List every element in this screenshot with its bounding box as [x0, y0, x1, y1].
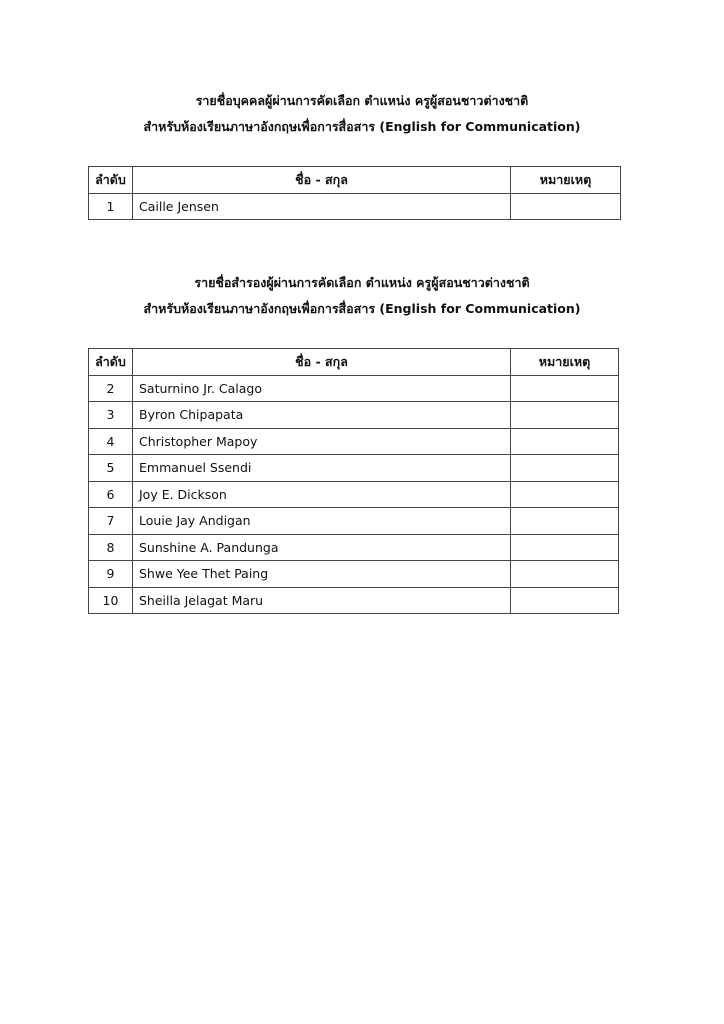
column-header-name: ชื่อ - สกุล [133, 167, 511, 194]
row-remark [511, 402, 619, 429]
table-row [89, 534, 619, 561]
table-row [89, 508, 619, 535]
selected-candidates-table [88, 166, 621, 220]
row-number: 5 [89, 455, 133, 482]
row-remark [511, 587, 619, 614]
column-header-order: ลำดับ [89, 349, 133, 376]
table-row [89, 428, 619, 455]
row-remark [511, 428, 619, 455]
section1-title-line2: สำหรับห้องเรียนภาษาอังกฤษเพื่อการสื่อสาร (English for Communication) [143, 119, 581, 134]
row-name: Christopher Mapoy [133, 428, 511, 455]
row-remark [511, 375, 619, 402]
row-number: 8 [89, 534, 133, 561]
row-name: Louie Jay Andigan [133, 508, 511, 535]
row-name: Caille Jensen [133, 193, 511, 220]
row-remark [511, 481, 619, 508]
column-header-remark: หมายเหตุ [511, 167, 621, 194]
row-remark [511, 534, 619, 561]
row-name: Sheilla Jelagat Maru [133, 587, 511, 614]
row-number: 1 [89, 193, 133, 220]
section2-title-line1: รายชื่อสำรองผู้ผ่านการคัดเลือก ตำแหน่ง ครูผู้สอนชาวต่างชาติ [194, 275, 530, 290]
column-header-remark: หมายเหตุ [511, 349, 619, 376]
row-name: Joy E. Dickson [133, 481, 511, 508]
table-row [89, 561, 619, 588]
row-name: Byron Chipapata [133, 402, 511, 429]
row-number: 10 [89, 587, 133, 614]
table-row [89, 587, 619, 614]
row-number: 4 [89, 428, 133, 455]
column-header-name: ชื่อ - สกุล [133, 349, 511, 376]
table-row [89, 375, 619, 402]
section1-title-line1: รายชื่อบุคคลผู้ผ่านการคัดเลือก ตำแหน่ง ครูผู้สอนชาวต่างชาติ [195, 93, 529, 108]
row-remark [511, 561, 619, 588]
table-header-row [89, 167, 621, 194]
reserve-candidates-table [88, 348, 619, 614]
row-number: 9 [89, 561, 133, 588]
row-name: Emmanuel Ssendi [133, 455, 511, 482]
row-name: Shwe Yee Thet Paing [133, 561, 511, 588]
table-row [89, 455, 619, 482]
row-number: 7 [89, 508, 133, 535]
row-number: 2 [89, 375, 133, 402]
table-header-row [89, 349, 619, 376]
row-name: Sunshine A. Pandunga [133, 534, 511, 561]
row-number: 3 [89, 402, 133, 429]
table-row [89, 402, 619, 429]
row-remark [511, 193, 621, 220]
section2-title-line2: สำหรับห้องเรียนภาษาอังกฤษเพื่อการสื่อสาร (English for Communication) [143, 301, 581, 316]
column-header-order: ลำดับ [89, 167, 133, 194]
row-number: 6 [89, 481, 133, 508]
row-remark [511, 455, 619, 482]
row-remark [511, 508, 619, 535]
row-name: Saturnino Jr. Calago [133, 375, 511, 402]
table-row [89, 193, 621, 220]
table-row [89, 481, 619, 508]
